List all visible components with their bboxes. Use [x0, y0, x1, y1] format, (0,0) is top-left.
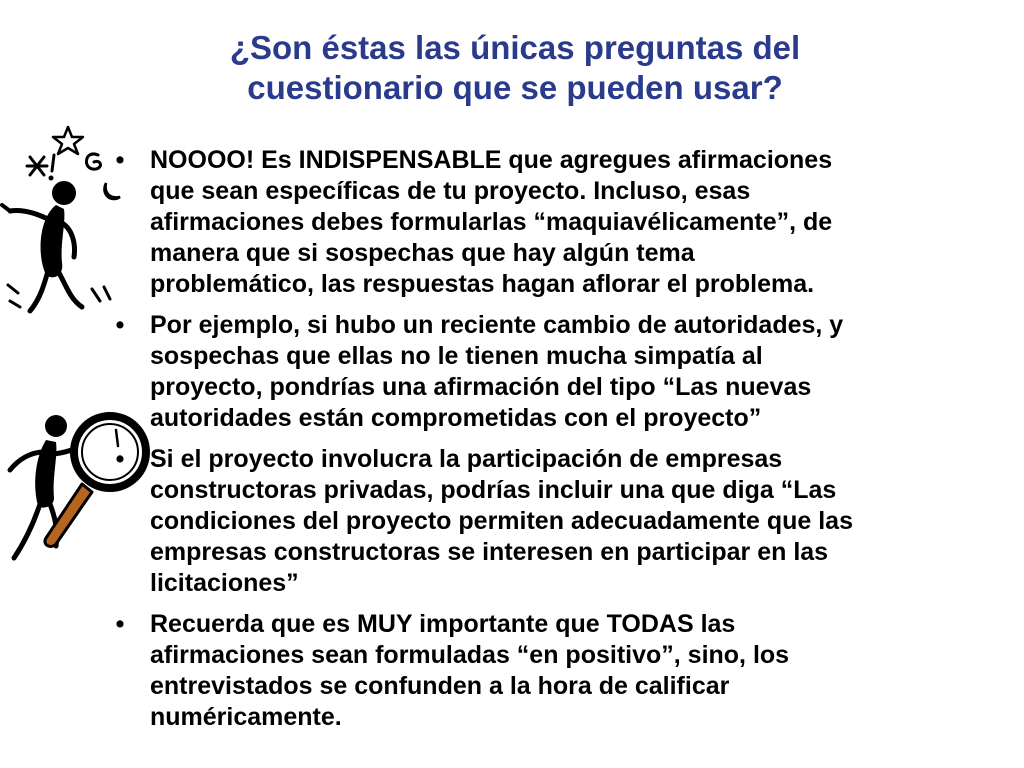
- bullet-line: manera que si sospechas que hay algún tema: [150, 239, 695, 267]
- slide-title: [110, 28, 920, 108]
- bullet-line: Recuerda que es MUY importante que TODAS las: [150, 610, 736, 638]
- bullet-line: Por ejemplo, si hubo un reciente cambio de autoridades, y: [150, 311, 844, 339]
- slide-title-line: cuestionario que se pueden usar?: [247, 69, 783, 106]
- bullet-line: problemático, las respuestas hagan aflorar el problema.: [150, 270, 815, 298]
- bullet-line: constructoras privadas, podrías incluir una que diga “Las: [150, 476, 837, 504]
- bullet-line: empresas constructoras se interesen en participar en las: [150, 538, 829, 566]
- bullet-line: numéricamente.: [150, 703, 342, 731]
- bullet-line: licitaciones”: [150, 569, 299, 597]
- bullet-line: condiciones del proyecto permiten adecuadamente que las: [150, 507, 853, 535]
- bullet-line: afirmaciones debes formularlas “maquiavélicamente”, de: [150, 208, 833, 236]
- bullet-line: proyecto, pondrías una afirmación del tipo “Las nuevas: [150, 373, 812, 401]
- bullet-marker: •: [115, 311, 125, 339]
- bullet-line: afirmaciones sean formuladas “en positivo”, sino, los: [150, 641, 790, 669]
- bullet-line: NOOOO! Es INDISPENSABLE que agregues afirmaciones: [150, 146, 833, 174]
- bullet-item: [110, 444, 1000, 599]
- bullet-line: que sean específicas de tu proyecto. Incluso, esas: [150, 177, 751, 205]
- bullet-line: entrevistados se confunden a la hora de calificar: [150, 672, 730, 700]
- bullet-marker: •: [115, 146, 125, 174]
- bullet-marker: •: [115, 445, 125, 473]
- bullet-list: [110, 145, 1000, 743]
- bullet-line: autoridades están comprometidas con el proyecto”: [150, 404, 762, 432]
- frustrated-stick-figure-icon: [0, 125, 125, 325]
- bullet-item: [110, 310, 1000, 434]
- bullet-line: Si el proyecto involucra la participación de empresas: [150, 445, 783, 473]
- bullet-line: sospechas que ellas no le tienen mucha simpatía al: [150, 342, 763, 370]
- bullet-item: [110, 609, 1000, 733]
- bullet-item: [110, 145, 1000, 300]
- slide-title-line: ¿Son éstas las únicas preguntas del: [229, 29, 801, 66]
- bullet-marker: •: [115, 610, 125, 638]
